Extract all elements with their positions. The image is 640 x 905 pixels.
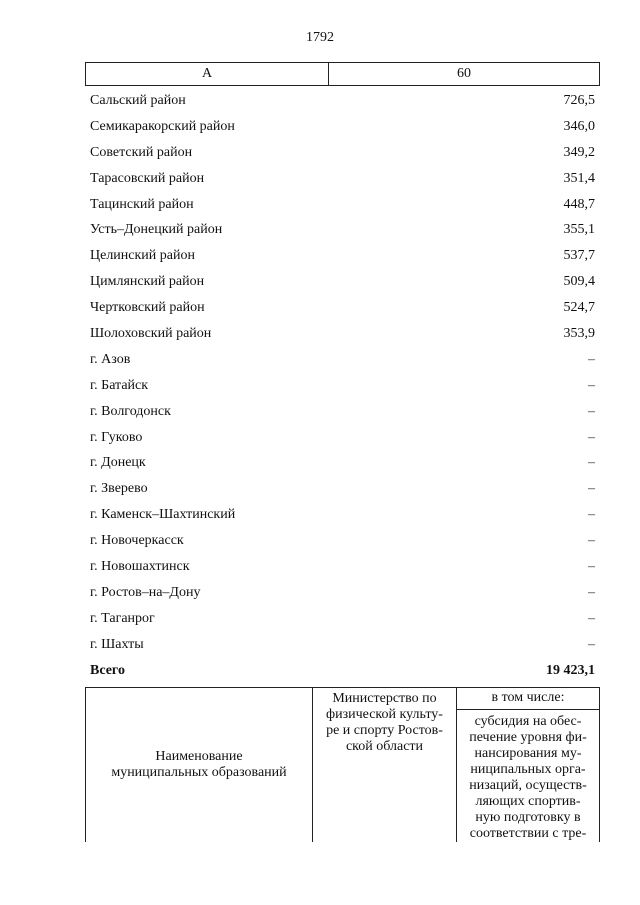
table-row bbox=[90, 399, 595, 425]
header-col-b: 60 bbox=[457, 66, 471, 81]
row-value: 524,7 bbox=[563, 300, 595, 316]
row-value: 346,0 bbox=[563, 118, 595, 134]
table-row bbox=[90, 502, 595, 528]
row-name: Целинский район bbox=[90, 248, 195, 264]
row-value: 355,1 bbox=[563, 222, 595, 238]
table-row bbox=[90, 140, 595, 166]
row-name: г. Каменск–Шахтинский bbox=[90, 507, 236, 523]
table-row bbox=[90, 88, 595, 114]
table-row bbox=[90, 347, 595, 373]
total-value: 19 423,1 bbox=[546, 662, 595, 678]
row-value: 726,5 bbox=[563, 92, 595, 108]
row-value: – bbox=[588, 610, 595, 626]
row-name: Цимлянский район bbox=[90, 274, 205, 290]
row-name: Семикаракорский район bbox=[90, 118, 235, 134]
row-name: г. Ростов–на–Дону bbox=[90, 584, 201, 600]
row-value: – bbox=[588, 507, 595, 523]
row-value: 353,9 bbox=[563, 325, 595, 341]
row-value: – bbox=[588, 403, 595, 419]
row-name: г. Новочеркасск bbox=[90, 533, 184, 549]
table-row bbox=[90, 243, 595, 269]
row-name: Тацинский район bbox=[90, 196, 194, 212]
row-name: Советский район bbox=[90, 144, 193, 160]
row-name: Тарасовский район bbox=[90, 170, 205, 186]
row-value: – bbox=[588, 351, 595, 367]
table-row bbox=[90, 425, 595, 451]
municipal-rows bbox=[90, 88, 595, 683]
row-value: – bbox=[588, 558, 595, 574]
table-row bbox=[90, 528, 595, 554]
including-heading: в том числе: bbox=[457, 688, 599, 710]
row-name: г. Таганрог bbox=[90, 610, 155, 626]
subsidy-description: субсидия на обес- печение уровня фи- нансирования му- ниципальных орга- низаций, осуществ- ляющих спортив- ную подготовку в соответствии с тре- bbox=[469, 714, 587, 841]
total-row bbox=[90, 658, 595, 684]
row-value: – bbox=[588, 533, 595, 549]
row-value: – bbox=[588, 377, 595, 393]
row-value: 351,4 bbox=[563, 170, 595, 186]
table-row bbox=[90, 114, 595, 140]
row-value: 509,4 bbox=[563, 274, 595, 290]
column-including bbox=[457, 688, 599, 842]
table-row bbox=[90, 321, 595, 347]
table-row bbox=[90, 269, 595, 295]
header-col-a: А bbox=[86, 63, 329, 85]
table-row bbox=[90, 295, 595, 321]
row-value: – bbox=[588, 429, 595, 445]
row-name: Шолоховский район bbox=[90, 325, 212, 341]
row-value: – bbox=[588, 481, 595, 497]
table-row bbox=[90, 632, 595, 658]
row-name: г. Донецк bbox=[90, 455, 146, 471]
row-value: 349,2 bbox=[563, 144, 595, 160]
table-row bbox=[90, 580, 595, 606]
row-name: г. Волгодонск bbox=[90, 403, 171, 419]
row-name: г. Шахты bbox=[90, 636, 144, 652]
row-name: г. Новошахтинск bbox=[90, 558, 190, 574]
column-municipal-names: Наименование муниципальных образований bbox=[86, 688, 313, 842]
table-row bbox=[90, 373, 595, 399]
page-number: 1792 bbox=[306, 30, 334, 45]
table-row bbox=[90, 554, 595, 580]
table-row bbox=[90, 217, 595, 243]
total-label: Всего bbox=[90, 662, 125, 678]
row-name: Усть–Донецкий район bbox=[90, 222, 223, 238]
row-name: г. Батайск bbox=[90, 377, 149, 393]
row-name: г. Гуково bbox=[90, 429, 143, 445]
row-value: – bbox=[588, 584, 595, 600]
row-name: г. Зверево bbox=[90, 481, 148, 497]
table-row bbox=[90, 166, 595, 192]
row-name: г. Азов bbox=[90, 351, 131, 367]
table-row bbox=[90, 192, 595, 218]
row-value: – bbox=[588, 455, 595, 471]
table-row bbox=[90, 450, 595, 476]
row-value: – bbox=[588, 636, 595, 652]
row-name: Чертковский район bbox=[90, 300, 205, 316]
table-row bbox=[90, 606, 595, 632]
table-header bbox=[85, 62, 600, 86]
next-table-header bbox=[85, 687, 600, 842]
row-value: 448,7 bbox=[563, 196, 595, 212]
row-value: 537,7 bbox=[563, 248, 595, 264]
column-ministry: Министерство по физической культу- ре и спорту Ростов- ской области bbox=[313, 688, 457, 842]
row-name: Сальский район bbox=[90, 92, 186, 108]
table-row bbox=[90, 476, 595, 502]
